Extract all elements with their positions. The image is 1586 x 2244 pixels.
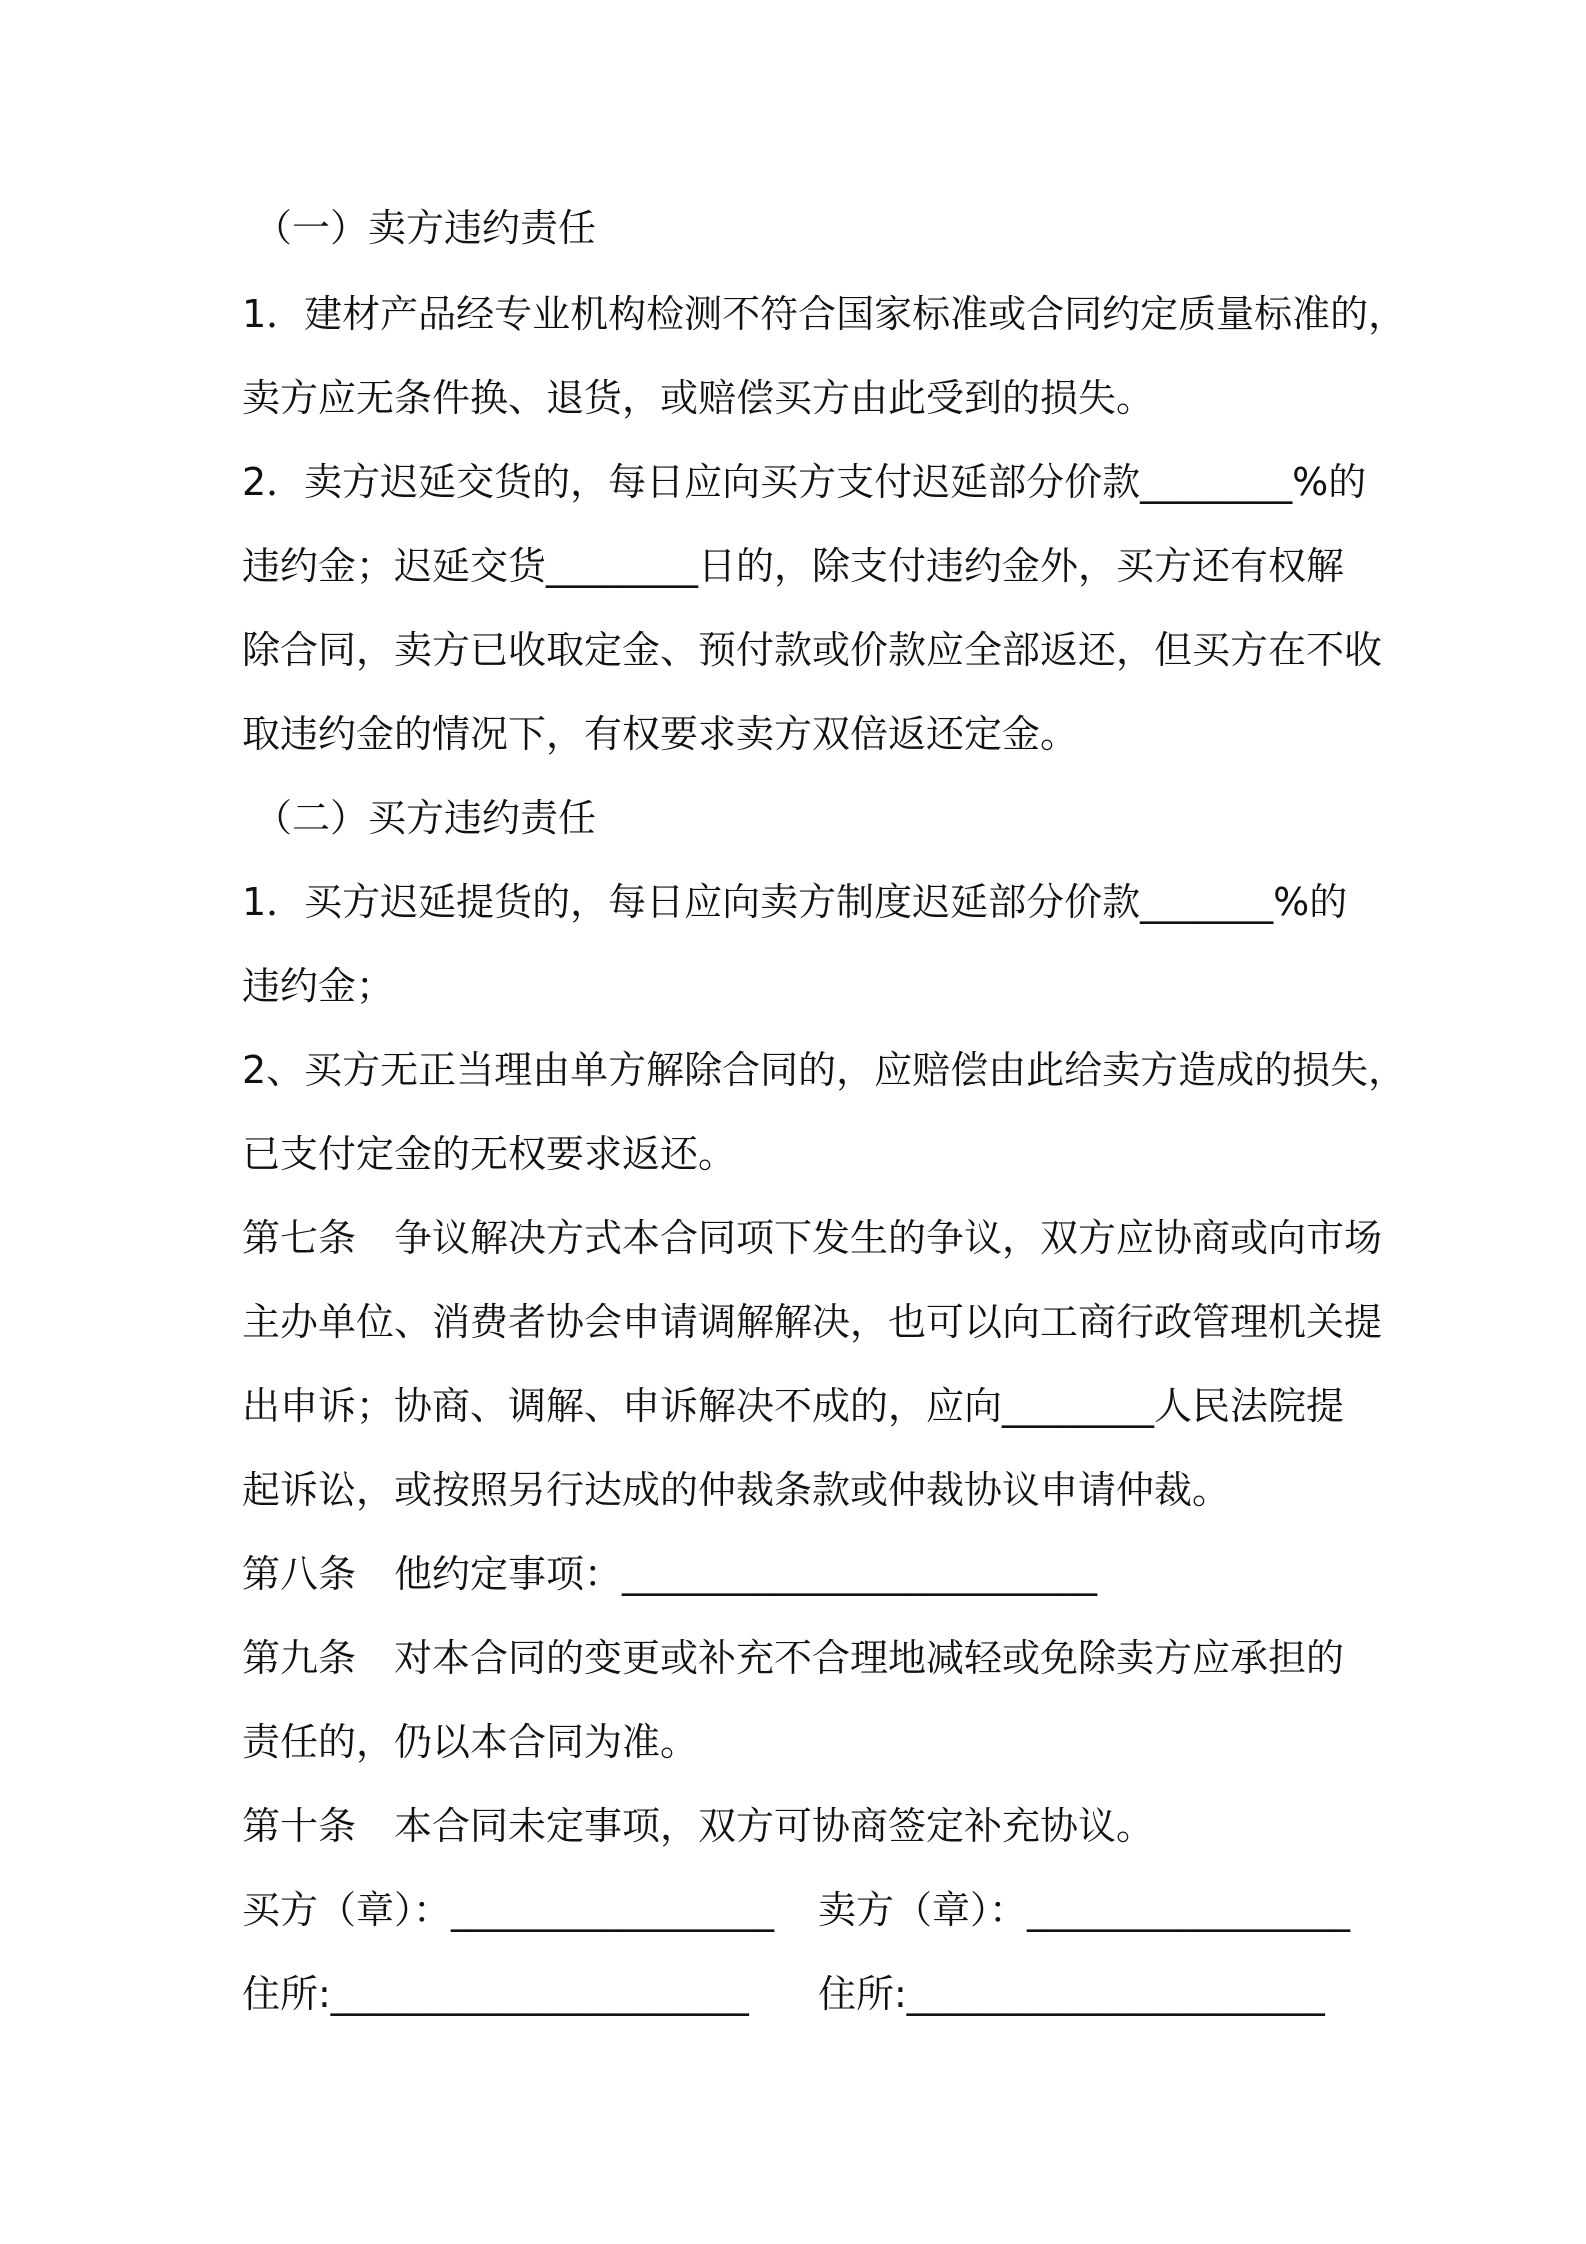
- article-nine-line: 第九条 对本合同的变更或补充不合理地减轻或免除卖方应承担的: [242, 1636, 1345, 1680]
- paragraph-line: 责任的，仍以本合同为准。: [242, 1720, 699, 1764]
- paragraph-line: 除合同，卖方已收取定金、预付款或价款应全部返还，但买方在不收: [242, 628, 1383, 672]
- paragraph-line: 起诉讼，或按照另行达成的仲裁条款或仲裁协议申请仲裁。: [242, 1468, 1231, 1512]
- section-heading-buyer-liability: （二）买方违约责任: [254, 796, 597, 840]
- paragraph-line: 已支付定金的无权要求返还。: [242, 1132, 737, 1176]
- seller-address-field: 住所:______________________: [818, 1972, 1325, 2016]
- buyer-address-field: 住所:______________________: [242, 1972, 749, 2016]
- seller-seal-field: 卖方（章）：_________________: [818, 1888, 1351, 1932]
- paragraph-line: 卖方应无条件换、退货，或赔偿买方由此受到的损失。: [242, 376, 1155, 420]
- paragraph-line: 出申诉；协商、调解、申诉解决不成的，应向________人民法院提: [242, 1384, 1345, 1428]
- paragraph-line: 违约金；迟延交货________日的，除支付违约金外，买方还有权解: [242, 544, 1345, 588]
- buyer-seal-field: 买方（章）：_________________: [242, 1888, 775, 1932]
- paragraph-line: 1．建材产品经专业机构检测不符合国家标准或合同约定质量标准的，: [242, 292, 1407, 336]
- paragraph-line: 取违约金的情况下，有权要求卖方双倍返还定金。: [242, 712, 1079, 756]
- paragraph-line: 1．买方迟延提货的，每日应向卖方制度迟延部分价款_______%的: [242, 880, 1348, 924]
- article-seven-line: 第七条 争议解决方式本合同项下发生的争议，双方应协商或向市场: [242, 1216, 1383, 1260]
- section-heading-seller-liability: （一）卖方违约责任: [254, 206, 597, 250]
- article-eight-line: 第八条 他约定事项：_________________________: [242, 1552, 1098, 1596]
- paragraph-line: 主办单位、消费者协会申请调解解决，也可以向工商行政管理机关提: [242, 1300, 1383, 1344]
- paragraph-line: 2、买方无正当理由单方解除合同的，应赔偿由此给卖方造成的损失，: [242, 1048, 1407, 1092]
- article-ten-line: 第十条 本合同未定事项，双方可协商签定补充协议。: [242, 1804, 1155, 1848]
- paragraph-line: 违约金；: [242, 964, 395, 1008]
- paragraph-line: 2．卖方迟延交货的，每日应向买方支付迟延部分价款________%的: [242, 460, 1367, 504]
